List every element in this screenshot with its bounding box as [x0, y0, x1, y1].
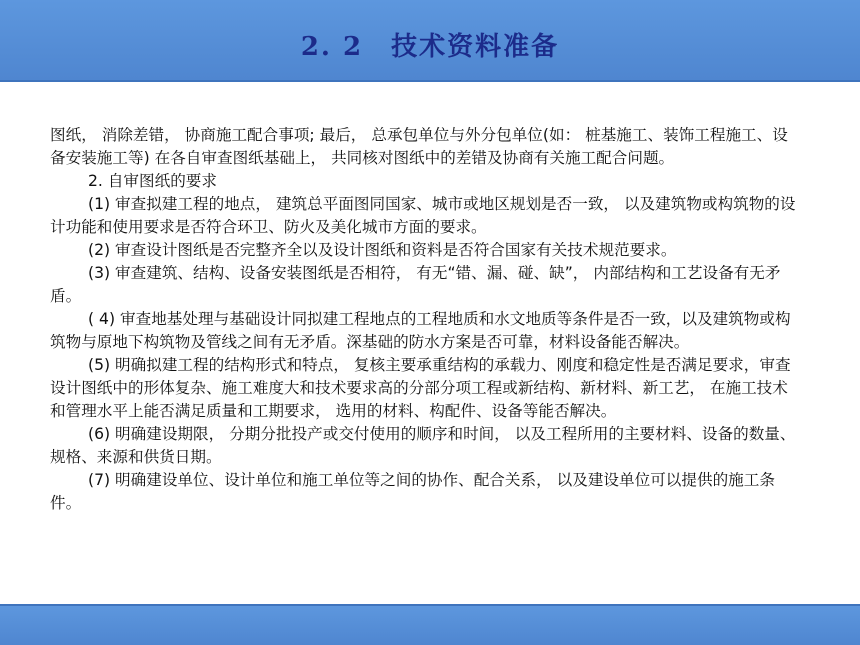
footer-bar — [0, 604, 860, 645]
paragraph-item-7: (7) 明确建设单位、设计单位和施工单位等之间的协作、配合关系， 以及建设单位可以提供的施工条件。 — [50, 471, 775, 512]
paragraph-item-5: (5) 明确拟建工程的结构形式和特点， 复核主要承重结构的承载力、刚度和稳定性是否满足要求，审查设计图纸中的形体复杂、施工难度大和技术要求高的分部分项工程或新结构、新材料、新工艺， 在施工技术和管理水平上能否满足质量和工期要求， 选用的材料、构配件、设备等能否解决。 — [50, 356, 791, 420]
paragraph-item-2: (2) 审查设计图纸是否完整齐全以及设计图纸和资料是否符合国家有关技术规范要求。 — [88, 241, 677, 259]
paragraph-item-4: ( 4) 审查地基处理与基础设计同拟建工程地点的工程地质和水文地质等条件是否一致，以及建筑物或构筑物与原地下构筑物及管线之间有无矛盾。深基础的防水方案是否可靠，材料设备能否解决。 — [50, 310, 791, 351]
section-heading: 2. 自审图纸的要求 — [88, 172, 217, 190]
slide-title: 2. 2 技术资料准备 — [300, 32, 560, 62]
paragraph-item-1: (1) 审查拟建工程的地点， 建筑总平面图同国家、城市或地区规划是否一致， 以及建筑物或构筑物的设计功能和使用要求是否符合环卫、防火及美化城市方面的要求。 — [50, 195, 796, 236]
slide-content — [50, 124, 802, 515]
paragraph-item-3: (3) 审查建筑、结构、设备安装图纸是否相符， 有无“错、漏、碰、缺”， 内部结构和工艺设备有无矛盾。 — [50, 264, 781, 305]
paragraph-intro: 图纸， 消除差错， 协商施工配合事项; 最后， 总承包单位与外分包单位(如： 桩基施工、装饰工程施工、设备安装施工等) 在各自审查图纸基础上， 共同核对图纸中的差错及协商有关施工配合问题。 — [50, 126, 788, 167]
paragraph-item-6: (6) 明确建设期限， 分期分批投产或交付使用的顺序和时间， 以及工程所用的主要材料、设备的数量、规格、来源和供货日期。 — [50, 425, 796, 466]
